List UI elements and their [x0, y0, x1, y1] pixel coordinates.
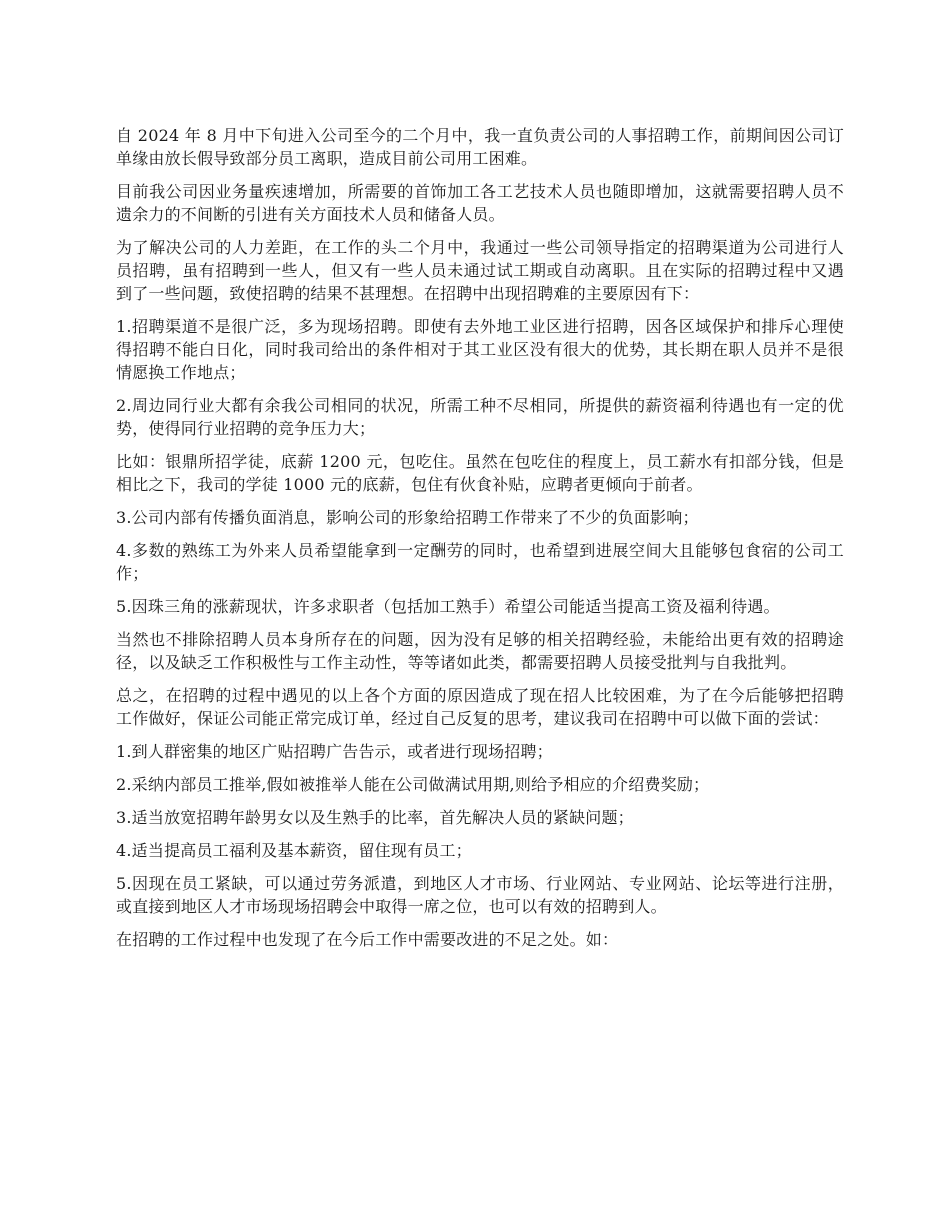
paragraph-example: 比如：银鼎所招学徒，底薪 1200 元，包吃住。虽然在包吃住的程度上，员工薪水有扣部分钱，但是相比之下，我司的学徒 1000 元的底薪，包住有伙食补贴，应聘者更倾向于前者。	[116, 452, 844, 494]
paragraph-reason-2: 2.周边同行业大都有余我公司相同的状况，所需工种不尽相同，所提供的薪资福利待遇也有一定的优势，使得同行业招聘的竞争压力大；	[116, 396, 844, 438]
paragraph-summary: 总之，在招聘的过程中遇见的以上各个方面的原因造成了现在招人比较困难，为了在今后能够把招聘工作做好，保证公司能正常完成订单，经过自己反复的思考，建议我司在招聘中可以做下面的尝试：	[116, 686, 844, 728]
paragraph-suggestion-1: 1.到人群密集的地区广贴招聘广告告示，或者进行现场招聘；	[116, 742, 553, 761]
paragraph-reason-4: 4.多数的熟练工为外来人员希望能拿到一定酬劳的同时，也希望到进展空间大且能够包食宿的公司工作；	[116, 541, 844, 583]
paragraph-suggestion-4: 4.适当提高员工福利及基本薪资，留住现有员工；	[116, 841, 472, 860]
paragraph-self-critique: 当然也不排除招聘人员本身所存在的问题，因为没有足够的相关招聘经验，未能给出更有效的招聘途径，以及缺乏工作积极性与工作主动性，等等诸如此类，都需要招聘人员接受批判与自我批判。	[116, 630, 844, 672]
document-body	[116, 124, 844, 961]
paragraph-recruitment-gap: 为了解决公司的人力差距，在工作的头二个月中，我通过一些公司领导指定的招聘渠道为公司进行人员招聘，虽有招聘到一些人，但又有一些人员未通过试工期或自动离职。且在实际的招聘过程中又遇到了一些问题，致使招聘的结果不甚理想。在招聘中出现招聘难的主要原因有下：	[116, 238, 844, 303]
paragraph-business-growth: 目前我公司因业务量疾速增加，所需要的首饰加工各工艺技术人员也随即增加，这就需要招聘人员不遗余力的不间断的引进有关方面技术人员和储备人员。	[116, 182, 844, 224]
paragraph-suggestion-5: 5.因现在员工紧缺，可以通过劳务派遣，到地区人才市场、行业网站、专业网站、论坛等进行注册，或直接到地区人才市场现场招聘会中取得一席之位，也可以有效的招聘到人。	[116, 874, 844, 916]
paragraph-reason-1: 1.招聘渠道不是很广泛，多为现场招聘。即使有去外地工业区进行招聘，因各区域保护和排斥心理使得招聘不能白日化，同时我司给出的条件相对于其工业区没有很大的优势，其长期在职人员并不是很情愿换工作地点；	[116, 317, 844, 382]
paragraph-suggestion-3: 3.适当放宽招聘年龄男女以及生熟手的比率，首先解决人员的紧缺问题；	[116, 808, 634, 827]
paragraph-intro: 自 2024 年 8 月中下旬进入公司至今的二个月中，我一直负责公司的人事招聘工作，前期间因公司订单缘由放长假导致部分员工离职，造成目前公司用工困难。	[116, 126, 844, 168]
paragraph-suggestion-2: 2.采纳内部员工推举,假如被推举人能在公司做满试用期,则给予相应的介绍费奖励；	[116, 775, 710, 794]
paragraph-reason-5: 5.因珠三角的涨薪现状，许多求职者（包括加工熟手）希望公司能适当提高工资及福利待遇。	[116, 597, 780, 616]
paragraph-reason-3: 3.公司内部有传播负面消息，影响公司的形象给招聘工作带来了不少的负面影响；	[116, 508, 699, 527]
paragraph-improvements: 在招聘的工作过程中也发现了在今后工作中需要改进的不足之处。如：	[116, 930, 619, 949]
